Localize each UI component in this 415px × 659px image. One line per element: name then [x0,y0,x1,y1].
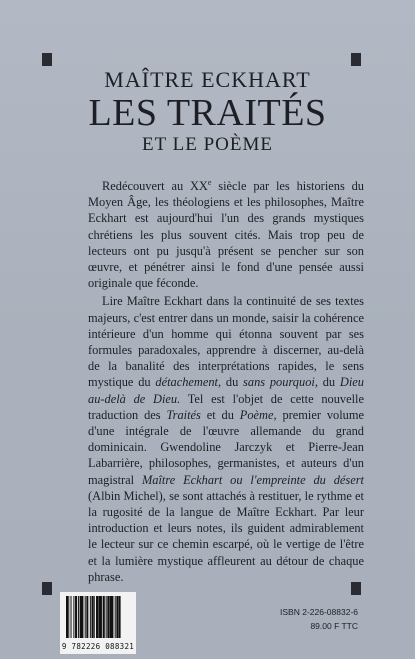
book-subtitle: ET LE POÈME [142,134,273,155]
isbn: ISBN 2-226-08832-6 [280,607,358,617]
blurb [88,178,364,585]
price: 89.00 F TTC [310,621,358,631]
corner-mark-top-right [351,53,361,66]
blurb-paragraph-1: Redécouvert au XXe siècle par les historiens du Moyen Âge, les théologiens et les philosophes, Maître Eckhart est aujourd'hui l'un des grands mystiques chrétiens les plus souvent cités. Mais trop peu de lecteurs ont pu jusqu'à présent se pencher sur son œuvre, et pénétrer ainsi le fond d'une pensée aussi originale que féconde. [88,177,365,291]
corner-mark-bottom-left [42,582,52,595]
barcode-icon [64,596,132,642]
book-title: LES TRAITÉS [88,92,327,134]
barcode [60,592,136,654]
blurb-paragraph-2: Lire Maître Eckhart dans la continuité de ses textes majeurs, c'est entrer dans un monde, saisir la cohérence intérieure d'un homme qui étonna souvent par ses formules paradoxales, apprendre à discerner, au-delà de la banalité des interprétations rapides, le sens mystique du détachement, du sans pourquoi, du Dieu au-delà de Dieu. Tel est l'objet de cette nouvelle traduction des Traités et du Poème, premier volume d'une intégrale de l'œuvre allemande du grand dominicain. Gwendoline Jarczyk et Pierre-Jean Labarrière, philosophes, germanistes, et auteurs d'un magistral Maître Eckhart ou l'empreinte du désert (Albin Michel), se sont attachés à restituer, le rythme et la rugosité de la langue de Maître Eckhart. Par leur introduction et leurs notes, ils guident admirablement le lecteur sur ce chemin escarpé, où le vertige de l'être et la lumière mystique affleurent au détour de chaque phrase. [88,294,364,584]
barcode-number: 9 782226 088321 [61,642,135,651]
author-name: MAÎTRE ECKHART [104,67,311,92]
corner-mark-top-left [42,53,52,66]
